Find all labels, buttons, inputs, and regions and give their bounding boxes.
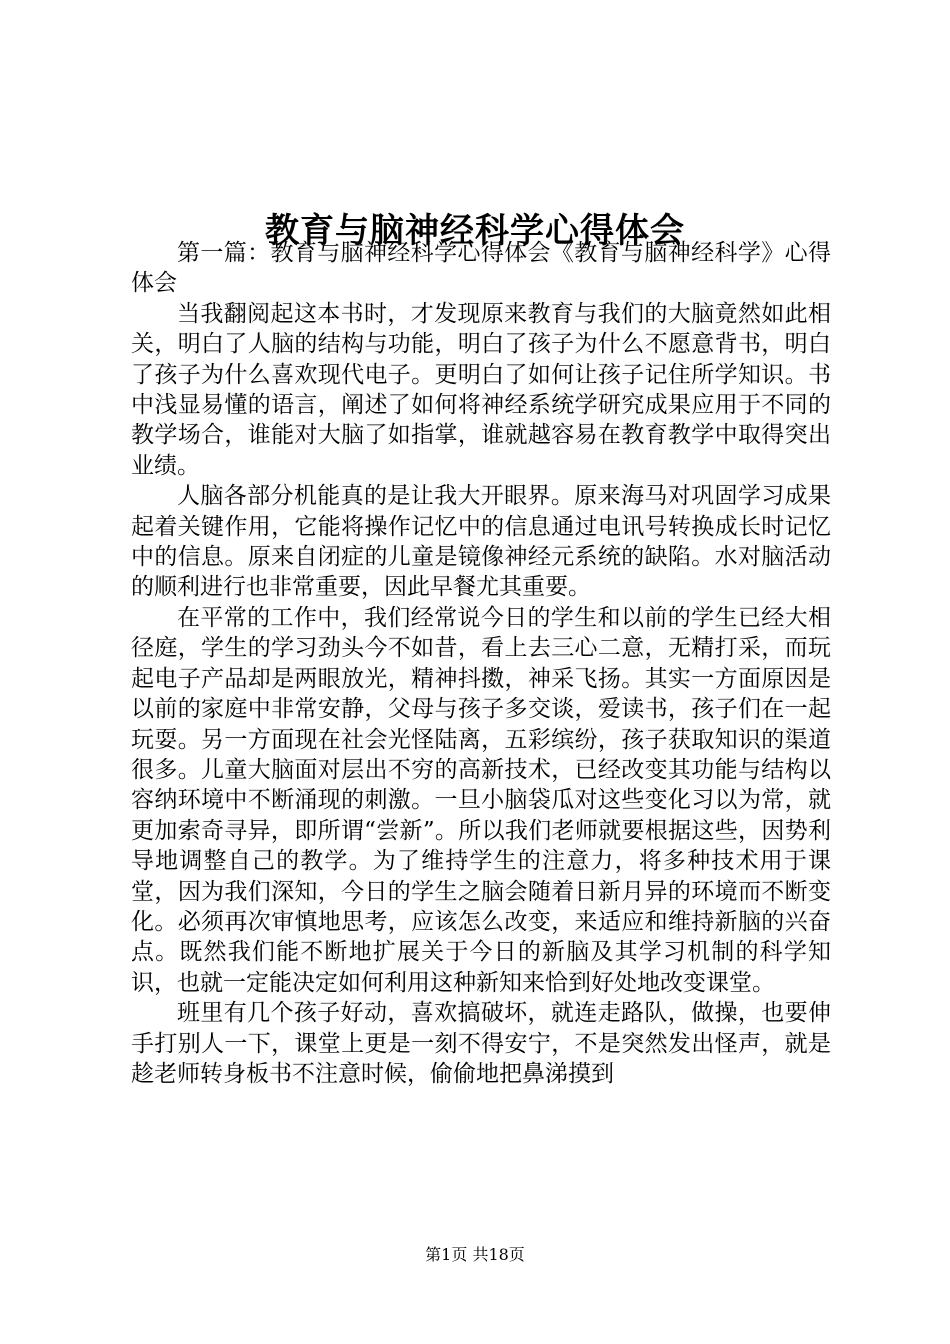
paragraph-5: 班里有几个孩子好动，喜欢搞破坏，就连走路队，做操，也要伸手打别人一下，课堂上更是一刻不得安宁，不是突然发出怪声，就是趁老师转身板书不注意时候，偷偷地把鼻涕摸到 — [131, 1000, 831, 1087]
document-body — [131, 238, 831, 1089]
page-number-footer: 第1页 共18页 — [425, 1245, 525, 1264]
paragraph-3: 人脑各部分机能真的是让我大开眼界。原来海马对巩固学习成果起着关键作用，它能将操作记忆中的信息通过电讯号转换成长时记忆中的信息。原来自闭症的儿童是镜像神经元系统的缺陷。水对脑活动的顺利进行也非常重要，因此早餐尤其重要。 — [131, 483, 831, 601]
paragraph-1: 第一篇：教育与脑神经科学心得体会《教育与脑神经科学》心得体会 — [131, 240, 831, 297]
document-title: 教育与脑神经科学心得体会 — [265, 210, 685, 251]
paragraph-4: 在平常的工作中，我们经常说今日的学生和以前的学生已经大相径庭，学生的学习劲头今不如昔，看上去三心二意，无精打采，而玩起电子产品却是两眼放光，精神抖擞，神采飞扬。其实一方面原因是以前的家庭中非常安静，父母与孩子多交谈，爱读书，孩子们在一起玩耍。另一方面现在社会光怪陆离，五彩缤纷，孩子获取知识的渠道很多。儿童大脑面对层出不穷的高新技术，已经改变其功能与结构以容纳环境中不断涌现的刺激。一旦小脑袋瓜对这些变化习以为常，就更加索奇寻异，即所谓“尝新”。所以我们老师就要根据这些，因势利导地调整自己的教学。为了维持学生的注意力，将多种技术用于课堂，因为我们深知，今日的学生之脑会随着日新月异的环境而不断变化。必须再次审慎地思考，应该怎么改变，来适应和维持新脑的兴奋点。既然我们能不断地扩展关于今日的新脑及其学习机制的科学知识，也就一定能决定如何利用这种新知来恰到好处地改变课堂。 — [131, 604, 831, 996]
paragraph-2: 当我翻阅起这本书时，才发现原来教育与我们的大脑竟然如此相关，明白了人脑的结构与功能，明白了孩子为什么不愿意背书，明白了孩子为什么喜欢现代电子。更明白了如何让孩子记住所学知识。书中浅显易懂的语言，阐述了如何将神经系统学研究成果应用于不同的教学场合，谁能对大脑了如指掌，谁就越容易在教育教学中取得突出业绩。 — [131, 300, 831, 479]
